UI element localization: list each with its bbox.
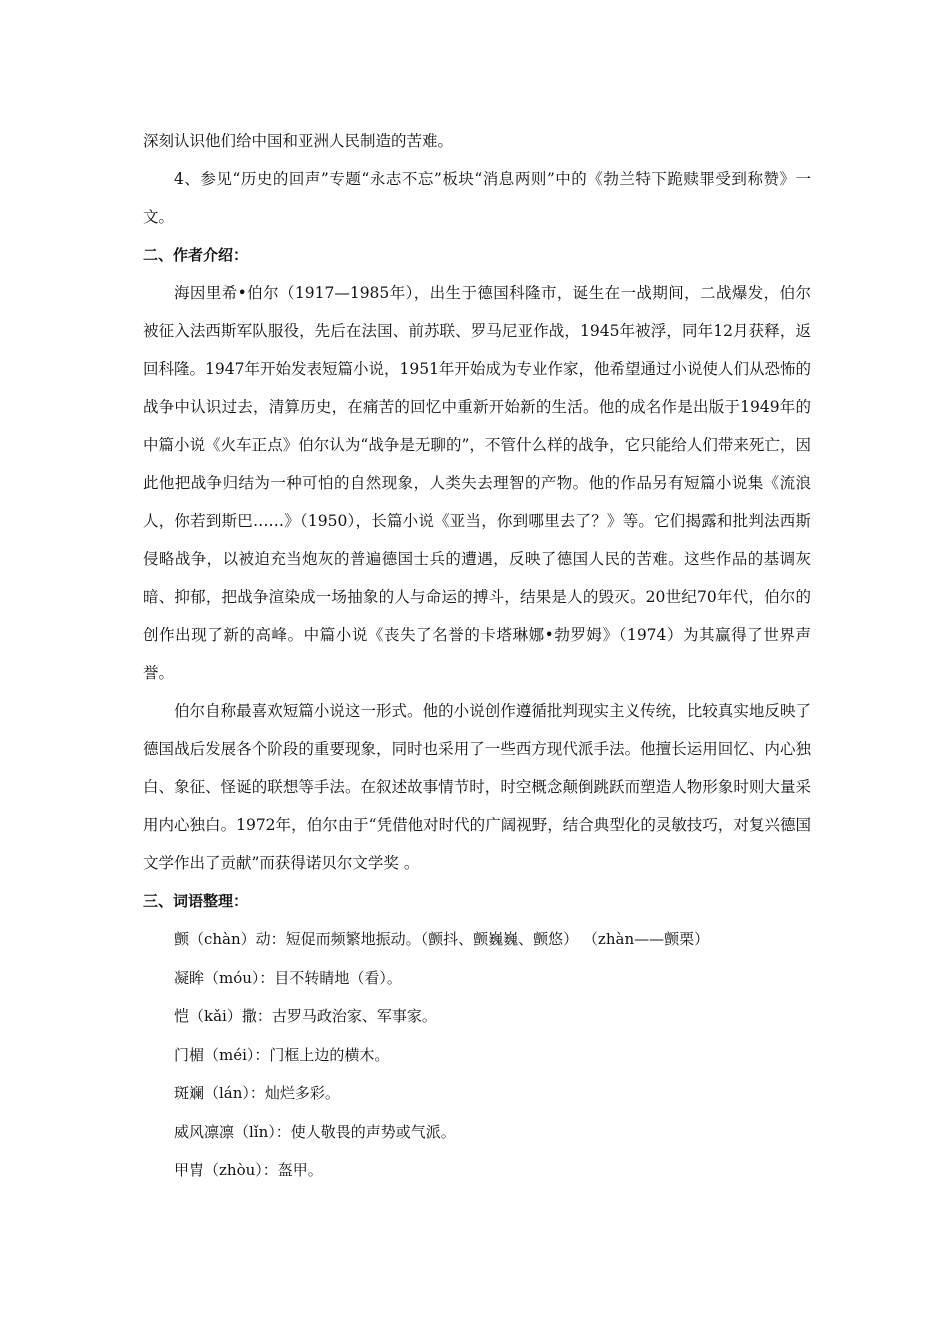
vocab-item: 凝眸（móu）：目不转睛地（看）。 xyxy=(174,968,402,987)
paragraph-author-style: 伯尔自称最喜欢短篇小说这一形式。他的小说创作遵循批判现实主义传统，比较真实地反映了德国战后发展各个阶段的重要现象，同时也采用了一些西方现代派手法。他擅长运用回忆、内心独白、象征、怪诞的联想等手法。在叙述故事情节时，时空概念颠倒跳跃而塑造人物形象时则大量采用内心独白。1972年，伯尔由于“凭借他对时代的广阔视野，结合典型化的灵敏技巧，对复兴德国文学作出了贡献”而获得诺贝尔文学奖 。 xyxy=(143,702,811,872)
vocab-item: 恺（kǎi）撒：古罗马政治家、军事家。 xyxy=(174,1007,437,1025)
paragraph-reference-4: 4、参见“历史的回声”专题“永志不忘”板块“消息两则”中的《勃兰特下跪赎罪受到称赞》一文。 xyxy=(143,170,811,226)
document-page xyxy=(143,122,811,1190)
section-heading-vocabulary: 三、词语整理： xyxy=(143,892,249,910)
vocab-item: 门楣（méi）：门框上边的横木。 xyxy=(174,1045,390,1064)
vocab-item: 斑斓（lán）：灿烂多彩。 xyxy=(174,1084,340,1102)
section-heading-author: 二、作者介绍： xyxy=(143,246,249,264)
paragraph-author-bio: 海因里希•伯尔（1917—1985年），出生于德国科隆市，诞生在一战期间，二战爆发，伯尔被征入法西斯军队服役，先后在法国、前苏联、罗马尼亚作战，1945年被浮，同年12月获释，返回科隆。1947年开始发表短篇小说，1951年开始成为专业作家，他希望通过小说使人们从恐怖的战争中认识过去，清算历史，在痛苦的回忆中重新开始新的生活。他的成名作是出版于1949年的中篇小说《火车正点》伯尔认为“战争是无聊的”，不管什么样的战争，它只能给人们带来死亡，因此他把战争归结为一种可怕的自然现象，人类失去理智的产物。他的作品另有短篇小说集《流浪人，你若到斯巴……》（1950），长篇小说《亚当，你到哪里去了？》等。它们揭露和批判法西斯侵略战争，以被迫充当炮灰的普遍德国士兵的遭遇，反映了德国人民的苦难。这些作品的基调灰暗、抑郁，把战争渲染成一场抽象的人与命运的搏斗，结果是人的毁灭。20世纪70年代，伯尔的创作出现了新的高峰。中篇小说《丧失了名誉的卡塔琳娜•勃罗姆》（1974）为其赢得了世界声誉。 xyxy=(143,284,811,682)
vocab-item: 威风凛凛（lǐn）：使人敬畏的声势或气派。 xyxy=(174,1122,456,1141)
paragraph-continuation: 深刻认识他们给中国和亚洲人民制造的苦难。 xyxy=(143,132,454,150)
vocab-item: 颤（chàn）动：短促而频繁地振动。（颤抖、颤巍巍、颤悠） （zhàn——颤栗） xyxy=(174,930,710,948)
vocab-item: 甲胄（zhòu）：盔甲。 xyxy=(174,1161,323,1179)
